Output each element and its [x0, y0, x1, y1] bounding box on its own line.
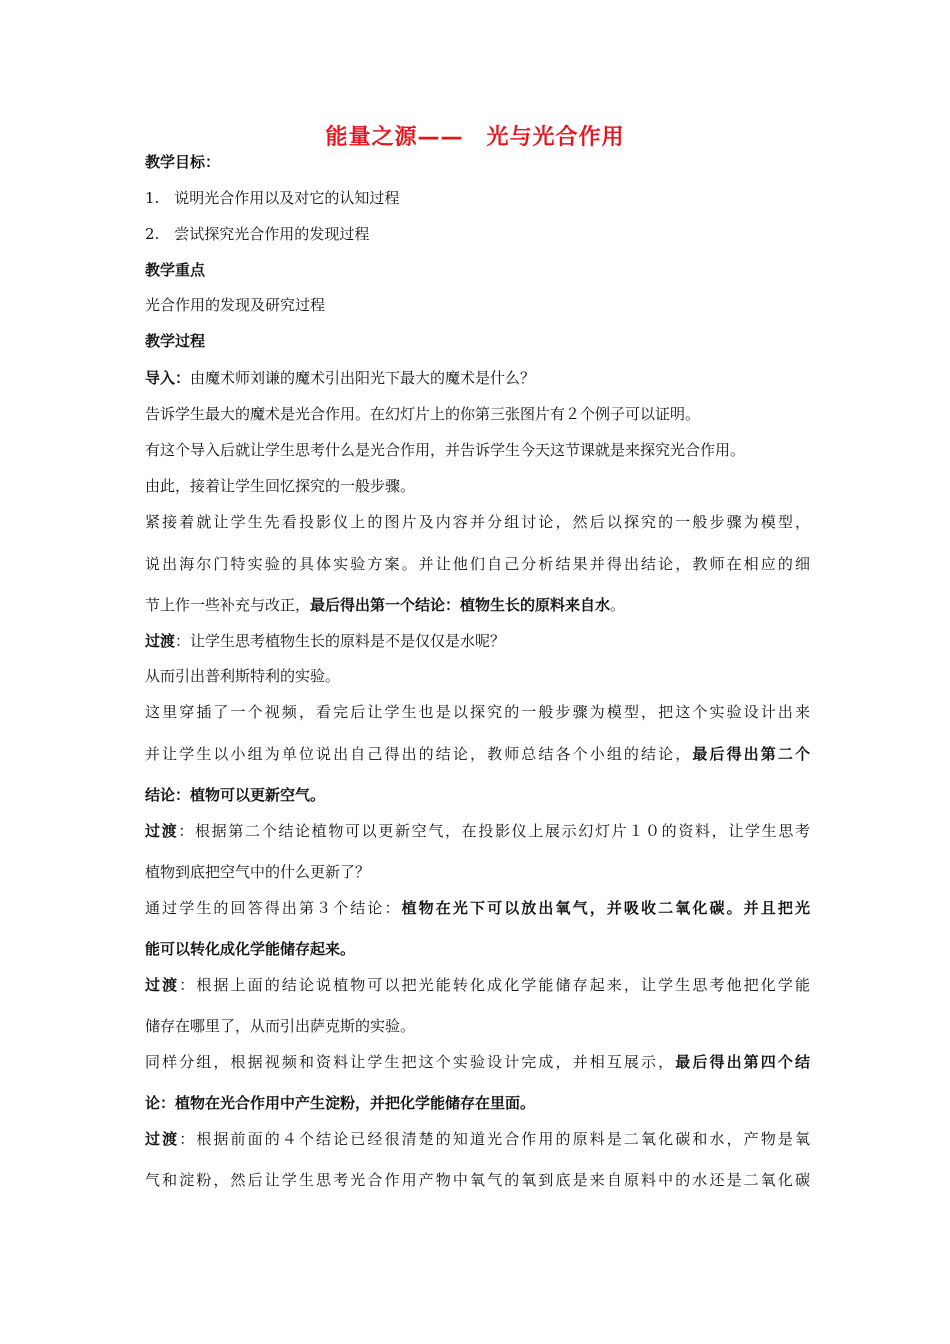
transition-4-line-2: 气和淀粉，然后让学生思考光合作用产物中氧气的氧到底是来自原料中的水还是二氧化碳	[145, 1171, 810, 1189]
conclusion-4-start: 最后得出第四个结	[675, 1053, 810, 1071]
conclusion-2-end: 结论：植物可以更新空气。	[145, 786, 326, 804]
paragraph-4-line-2: 说出海尔门特实验的具体实验方案。并让他们自己分析结果并得出结论，教师在相应的细	[145, 555, 810, 573]
paragraph-4-text: 节上作一些补充与改正，	[145, 596, 311, 614]
key-heading: 教学重点	[145, 261, 206, 279]
paragraph-4-line-3	[145, 595, 810, 615]
transition-1-text: ：让学生思考植物生长的原料是不是仅仅是水呢？	[175, 632, 506, 650]
paragraph-6-line-1: 这里穿插了一个视频，看完后让学生也是以探究的一般步骤为模型，把这个实验设计出来	[145, 703, 810, 721]
intro-paragraph	[145, 368, 810, 388]
transition-4	[145, 1129, 810, 1149]
transition-4-text: ：根据前面的４个结论已经很清楚的知道光合作用的原料是二氧化碳和水，产物是氧	[179, 1130, 810, 1148]
conclusion-1: 最后得出第一个结论：植物生长的原料来自水	[310, 596, 611, 614]
paragraph-8-text: 同样分组，根据视频和资料让学生把这个实验设计完成，并相互展示，	[145, 1053, 676, 1071]
paragraph-4-end: 。	[610, 596, 626, 614]
paragraph-7-text: 通过学生的回答得出第３个结论：	[145, 899, 402, 917]
conclusion-2-start: 最后得出第二个	[692, 745, 810, 763]
goal-item-2: 2. 尝试探究光合作用的发现过程	[145, 225, 370, 243]
goals-heading: 教学目标：	[145, 153, 221, 171]
paragraph-6-line-2	[145, 744, 810, 764]
paragraph-7	[145, 898, 810, 918]
key-text: 光合作用的发现及研究过程	[145, 296, 326, 314]
paragraph-6-text: 并让学生以小组为单位说出自己得出的结论，教师总结各个小组的结论，	[145, 745, 693, 763]
transition-2-line-2: 植物到底把空气中的什么更新了？	[145, 863, 371, 881]
conclusion-3-start: 植物在光下可以放出氧气，并吸收二氧化碳。并且把光	[401, 899, 810, 917]
goal-item-1: 1. 说明光合作用以及对它的认知过程	[145, 189, 400, 207]
intro-text: 由魔术师刘谦的魔术引出阳光下最大的魔术是什么？	[190, 369, 536, 387]
paragraph-2: 有这个导入后就让学生思考什么是光合作用，并告诉学生今天这节课就是来探究光合作用。	[145, 441, 746, 459]
paragraph-3: 由此，接着让学生回忆探究的一般步骤。	[145, 477, 416, 495]
transition-2-label: 过渡	[145, 822, 179, 840]
transition-3-text: ：根据上面的结论说植物可以把光能转化成化学能储存起来，让学生思考他把化学能	[179, 976, 810, 994]
process-heading: 教学过程	[145, 332, 206, 350]
transition-2-text: ：根据第二个结论植物可以更新空气，在投影仪上展示幻灯片１０的资料，让学生思考	[178, 822, 810, 840]
paragraph-4-line-1: 紧接着就让学生先看投影仪上的图片及内容并分组讨论，然后以探究的一般步骤为模型，	[145, 513, 810, 531]
paragraph-5: 从而引出普利斯特利的实验。	[145, 667, 341, 685]
transition-2	[145, 821, 810, 841]
conclusion-3-end: 能可以转化成化学能储存起来。	[145, 940, 356, 958]
transition-1-label: 过渡	[145, 632, 176, 650]
document-title: 能量之源—— 光与光合作用	[325, 125, 625, 150]
paragraph-8	[145, 1052, 810, 1072]
transition-4-label: 过渡	[145, 1130, 180, 1148]
transition-1	[145, 631, 810, 651]
paragraph-1: 告诉学生最大的魔术是光合作用。在幻灯片上的你第三张图片有２个例子可以证明。	[145, 405, 701, 423]
intro-label: 导入：	[145, 369, 191, 387]
transition-3-line-2: 储存在哪里了，从而引出萨克斯的实验。	[145, 1017, 416, 1035]
conclusion-4-end: 论：植物在光合作用中产生淀粉，并把化学能储存在里面。	[145, 1094, 536, 1112]
transition-3-label: 过渡	[145, 976, 180, 994]
transition-3	[145, 975, 810, 995]
